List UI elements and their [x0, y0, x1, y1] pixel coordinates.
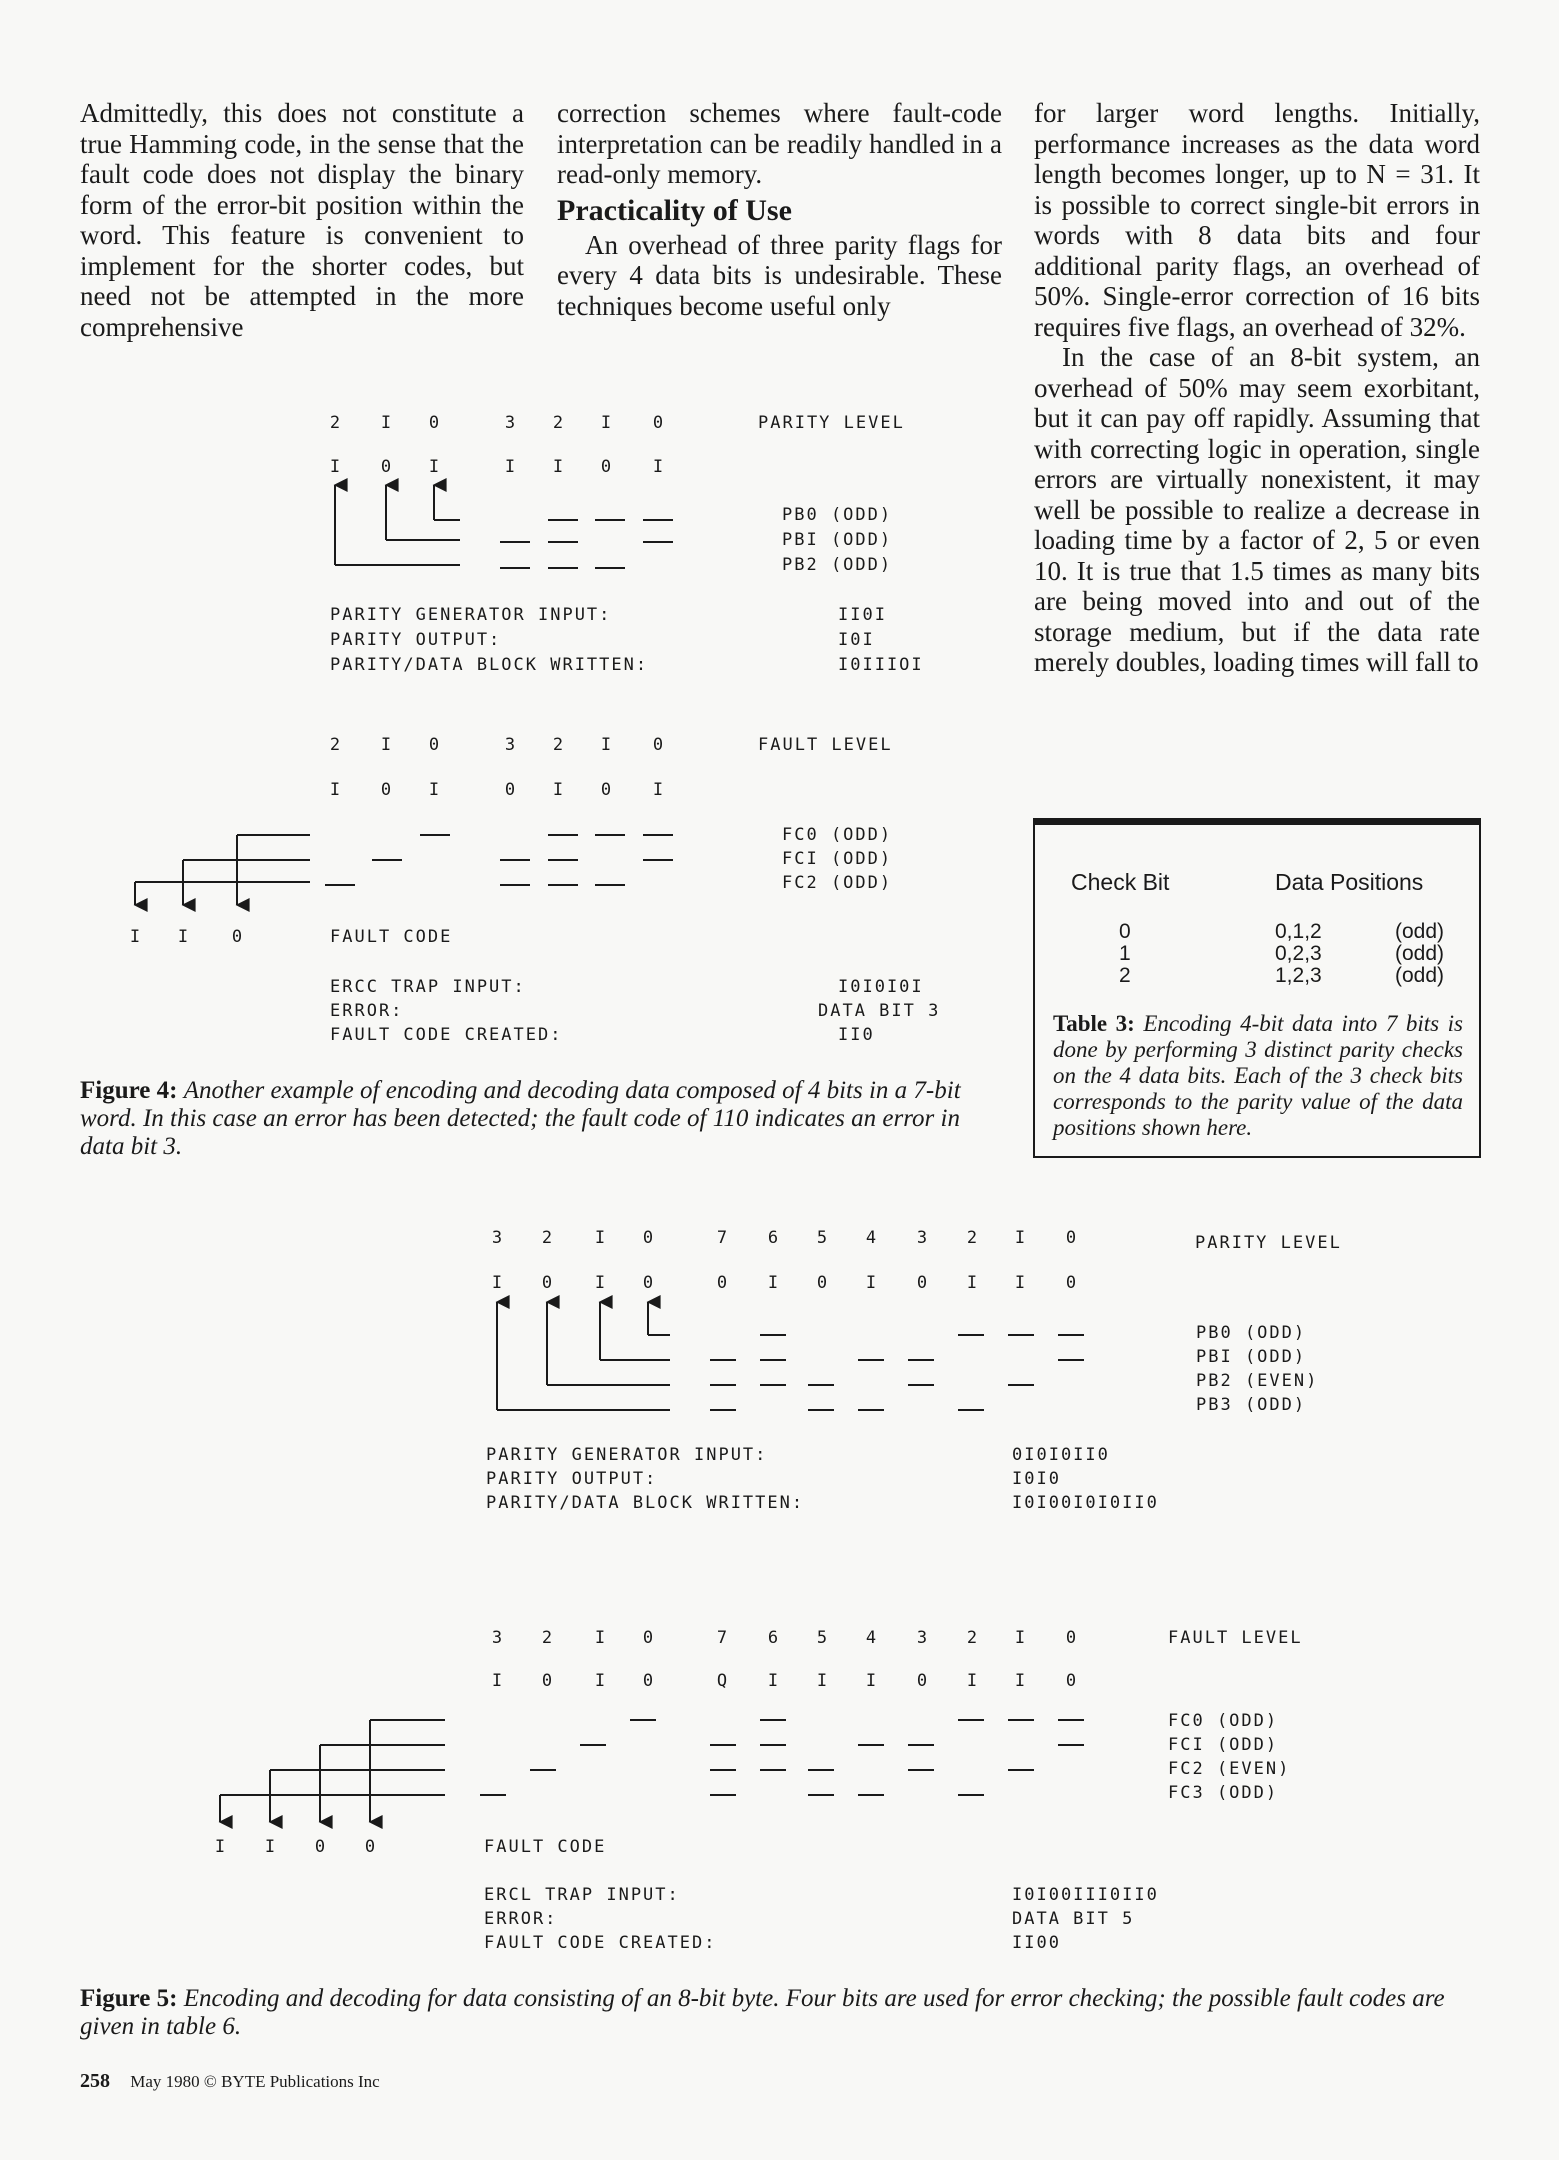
- fig5-gen-input-label: PARITY GENERATOR INPUT:: [486, 1445, 768, 1465]
- fig5-error-label: ERROR:: [484, 1909, 558, 1929]
- fig5-parity-index: 0: [1065, 1228, 1077, 1248]
- fig4-parity-level-label: PARITY LEVEL: [758, 413, 905, 433]
- figure-4-caption-text: Another example of encoding and decoding data composed of 4 bits in a 7-bit word. In this case an error has been detected; the fault code of 110 indicates an error in data bit 3.: [80, 1077, 961, 1160]
- table-header-check-bit: Check Bit: [1071, 869, 1170, 895]
- table-row-parity: (odd): [1395, 964, 1445, 987]
- fig5-parity-bit: I: [491, 1273, 503, 1293]
- fig5-parity-index: 3: [916, 1228, 928, 1248]
- fig4-fault-level-label: FAULT LEVEL: [758, 735, 893, 755]
- fig4-parity-index: I: [600, 413, 612, 433]
- table-row-parity: (odd): [1395, 942, 1445, 965]
- fig5-parity-bit: I: [767, 1273, 779, 1293]
- fig5-parity-bit: I: [966, 1273, 978, 1293]
- fig5-fault-code-label: FAULT CODE: [484, 1837, 607, 1857]
- fig5-fault-bit: 0: [1065, 1671, 1077, 1691]
- fig4-parity-index: 3: [504, 413, 516, 433]
- fig4-fault-bit: 0: [380, 780, 392, 800]
- fig5-fault-bit: I: [966, 1671, 978, 1691]
- fig5-fc-label: FCI (ODD): [1168, 1735, 1279, 1755]
- fig4-parity-index: 0: [428, 413, 440, 433]
- fig4-fault-index: 2: [329, 735, 341, 755]
- fig4-parity-index: I: [380, 413, 392, 433]
- fig5-fault-index: 6: [767, 1628, 779, 1648]
- fig5-fault-index: 4: [865, 1628, 877, 1648]
- fig5-parity-bit: 0: [816, 1273, 828, 1293]
- figure-5-diagram: [0, 1180, 1559, 2000]
- fig5-fault-index: 0: [642, 1628, 654, 1648]
- fig4-fault-index: 0: [428, 735, 440, 755]
- fig4-error-value: DATA BIT 3: [818, 1001, 941, 1021]
- figure-5-caption-title: Figure 5:: [80, 1985, 178, 2012]
- fig4-fault-index: I: [380, 735, 392, 755]
- column2-paragraph-1: correction schemes where fault-code interpretation can be readily handled in a read-only memory.: [557, 98, 1002, 189]
- fig4-fc-label: FC0 (ODD): [782, 825, 893, 845]
- page-number: 258: [80, 2070, 110, 2092]
- fig5-fault-bit: Q: [716, 1671, 728, 1691]
- fig5-fault-bit: I: [594, 1671, 606, 1691]
- fig4-parity-bit: 0: [380, 457, 392, 477]
- fig5-fault-index: I: [594, 1628, 606, 1648]
- table-row-parity: (odd): [1395, 920, 1445, 943]
- fig5-parity-index: I: [594, 1228, 606, 1248]
- fig5-fault-index: 5: [816, 1628, 828, 1648]
- fig5-fault-index: 3: [491, 1628, 503, 1648]
- column2-paragraph-2: An overhead of three parity flags for every 4 data bits is undesirable. These techniques become useful only: [557, 229, 1002, 321]
- fig5-par-output-value: I0I0: [1012, 1469, 1061, 1489]
- fig5-fault-code-bit: I: [214, 1837, 226, 1857]
- fig4-par-output-label: PARITY OUTPUT:: [330, 630, 502, 650]
- column1-text: Admittedly, this does not constitute a true Hamming code, in the sense that the fault code does not display the binary form of the error-bit position within the word. This feature is convenient to implement for the shorter codes, but need not be attempted in the more comprehensive: [80, 98, 524, 342]
- footer-credit: May 1980 © BYTE Publications Inc: [130, 2072, 380, 2091]
- fig5-pb-label: PB0 (ODD): [1196, 1323, 1307, 1343]
- fig5-fault-bit: I: [1014, 1671, 1026, 1691]
- fig4-parity-bit: I: [428, 457, 440, 477]
- fig4-fault-code-label: FAULT CODE: [330, 927, 453, 947]
- fig5-fault-index: I: [1014, 1628, 1026, 1648]
- fig5-fault-code-bit: I: [264, 1837, 276, 1857]
- fig4-par-output-value: I0I: [838, 630, 875, 650]
- fig4-fault-code-bit: I: [177, 927, 189, 947]
- figure-5-caption-text: Encoding and decoding for data consisting of an 8-bit byte. Four bits are used for error checking; the possible fault codes are given in table 6.: [80, 1985, 1445, 2040]
- fig4-fault-code-bit: I: [129, 927, 141, 947]
- fig4-error-label: ERROR:: [330, 1001, 404, 1021]
- fig4-parity-bit: I: [652, 457, 664, 477]
- table-3: [1033, 818, 1481, 1158]
- fig4-fc-label: FCI (ODD): [782, 849, 893, 869]
- fig5-pb-label: PB2 (EVEN): [1196, 1371, 1319, 1391]
- fig5-fault-code-bit: 0: [364, 1837, 376, 1857]
- fig5-trap-input-label: ERCL TRAP INPUT:: [484, 1885, 680, 1905]
- fig4-block-written-value: I0IIIOI: [838, 655, 924, 675]
- fig5-parity-bit: 0: [1065, 1273, 1077, 1293]
- fig5-trap-input-value: I0I00III0II0: [1012, 1885, 1159, 1905]
- fig5-parity-index: 3: [491, 1228, 503, 1248]
- fig5-parity-index: 0: [642, 1228, 654, 1248]
- fig5-gen-input-value: 0I0I0II0: [1012, 1445, 1110, 1465]
- fig4-fault-index: I: [600, 735, 612, 755]
- fig5-fault-level-label: FAULT LEVEL: [1168, 1628, 1303, 1648]
- fig5-parity-bit: 0: [916, 1273, 928, 1293]
- fig5-fault-index: 7: [716, 1628, 728, 1648]
- fig4-gen-input-label: PARITY GENERATOR INPUT:: [330, 605, 612, 625]
- fig5-fault-bit: I: [816, 1671, 828, 1691]
- table-row-bit: 2: [1119, 964, 1131, 987]
- fig5-fault-bit: I: [767, 1671, 779, 1691]
- column3-paragraph-1: for larger word lengths. Initially, performance increases as the data word length becomes longer, up to N = 31. It is possible to correct single-bit errors in words with 8 data bits and four additional parity flags, an overhead of 50%. Single-error correction of 16 bits requires five flags, an overhead of 32%.: [1034, 98, 1480, 342]
- fig5-fault-bit: 0: [916, 1671, 928, 1691]
- fig4-created-label: FAULT CODE CREATED:: [330, 1025, 563, 1045]
- fig5-fc-label: FC3 (ODD): [1168, 1783, 1279, 1803]
- fig4-fault-bit: 0: [504, 780, 516, 800]
- fig4-parity-bit: I: [552, 457, 564, 477]
- fig5-parity-bit: I: [594, 1273, 606, 1293]
- table-row-positions: 0,2,3: [1275, 942, 1322, 965]
- column3-paragraph-2: In the case of an 8-bit system, an overhead of 50% may seem exorbitant, but it can pay off rapidly. Assuming that with correcting logic in operation, single errors are virtually nonexistent, it may well be possible to realize a decrease in loading time by a factor of 2, 5 or even 10. It is true that 1.5 times as many bits are being moved into and out of the storage medium, but if the data rate merely doubles, loading times will fall to: [1034, 342, 1480, 677]
- table-3-caption: [1053, 1011, 1463, 1141]
- fig4-trap-input-label: ERCC TRAP INPUT:: [330, 977, 526, 997]
- fig4-fault-bit: 0: [600, 780, 612, 800]
- fig5-parity-index: 5: [816, 1228, 828, 1248]
- fig5-parity-index: 2: [966, 1228, 978, 1248]
- fig5-parity-index: 4: [865, 1228, 877, 1248]
- fig5-parity-index: 6: [767, 1228, 779, 1248]
- table-row-positions: 0,1,2: [1275, 920, 1322, 943]
- fig4-block-written-label: PARITY/DATA BLOCK WRITTEN:: [330, 655, 649, 675]
- fig4-created-value: II0: [838, 1025, 875, 1045]
- fig4-fault-bit: I: [552, 780, 564, 800]
- figure-4-caption: [80, 1077, 993, 1161]
- fig5-par-output-label: PARITY OUTPUT:: [486, 1469, 658, 1489]
- fig5-fault-index: 0: [1065, 1628, 1077, 1648]
- fig5-created-label: FAULT CODE CREATED:: [484, 1933, 717, 1953]
- fig5-fault-index: 3: [916, 1628, 928, 1648]
- table-row-bit: 1: [1119, 942, 1131, 965]
- figure-4-caption-title: Figure 4:: [80, 1077, 178, 1104]
- fig5-error-value: DATA BIT 5: [1012, 1909, 1135, 1929]
- fig5-parity-bit: I: [1014, 1273, 1026, 1293]
- table-3-caption-text: Encoding 4-bit data into 7 bits is done by performing 3 distinct parity checks on the 4 data bits. Each of the 3 check bits corresponds to the parity value of the data positions shown here.: [1053, 1011, 1463, 1140]
- section-heading: Practicality of Use: [557, 193, 792, 227]
- fig5-fault-bit: I: [865, 1671, 877, 1691]
- page-footer: [80, 2070, 380, 2093]
- fig5-parity-bit: I: [865, 1273, 877, 1293]
- fig4-parity-bit: I: [504, 457, 516, 477]
- fig4-parity-index: 2: [329, 413, 341, 433]
- fig4-parity-index: 2: [552, 413, 564, 433]
- fig5-fault-index: 2: [966, 1628, 978, 1648]
- fig5-fault-bit: I: [491, 1671, 503, 1691]
- fig5-parity-level-label: PARITY LEVEL: [1195, 1233, 1342, 1253]
- fig4-fc-label: FC2 (ODD): [782, 873, 893, 893]
- fig4-parity-index: 0: [652, 413, 664, 433]
- fig5-created-value: II00: [1012, 1933, 1061, 1953]
- fig4-fault-index: 3: [504, 735, 516, 755]
- fig5-block-written-value: I0I00I0I0II0: [1012, 1493, 1159, 1513]
- fig4-fault-bit: I: [329, 780, 341, 800]
- fig5-parity-index: 2: [541, 1228, 553, 1248]
- fig5-parity-index: 7: [716, 1228, 728, 1248]
- fig4-gen-input-value: II0I: [838, 605, 887, 625]
- fig4-pb-label: PBI (ODD): [782, 530, 893, 550]
- fig4-fault-code-bit: 0: [231, 927, 243, 947]
- fig5-fault-code-bit: 0: [314, 1837, 326, 1857]
- fig5-fault-bit: 0: [642, 1671, 654, 1691]
- fig5-parity-bit: 0: [716, 1273, 728, 1293]
- fig4-parity-bit: I: [329, 457, 341, 477]
- fig5-fault-bit: 0: [541, 1671, 553, 1691]
- table-row-positions: 1,2,3: [1275, 964, 1322, 987]
- table-header-data-positions: Data Positions: [1275, 869, 1424, 895]
- fig5-fc-label: FC2 (EVEN): [1168, 1759, 1291, 1779]
- fig5-parity-bit: 0: [541, 1273, 553, 1293]
- fig4-parity-bit: 0: [600, 457, 612, 477]
- fig4-fault-bit: I: [428, 780, 440, 800]
- fig5-pb-label: PB3 (ODD): [1196, 1395, 1307, 1415]
- fig4-pb-label: PB2 (ODD): [782, 555, 893, 575]
- fig4-pb-label: PB0 (ODD): [782, 505, 893, 525]
- table-row-bit: 0: [1119, 920, 1131, 943]
- fig5-parity-bit: 0: [642, 1273, 654, 1293]
- table-3-caption-title: Table 3:: [1053, 1011, 1135, 1036]
- fig5-pb-label: PBI (ODD): [1196, 1347, 1307, 1367]
- figure-5-caption: [80, 1985, 1480, 2041]
- fig4-trap-input-value: I0I0I0I: [838, 977, 924, 997]
- fig5-fc-label: FC0 (ODD): [1168, 1711, 1279, 1731]
- fig5-parity-index: I: [1014, 1228, 1026, 1248]
- fig4-fault-index: 2: [552, 735, 564, 755]
- fig5-block-written-label: PARITY/DATA BLOCK WRITTEN:: [486, 1493, 805, 1513]
- fig4-fault-bit: I: [652, 780, 664, 800]
- fig5-fault-index: 2: [541, 1628, 553, 1648]
- fig4-fault-index: 0: [652, 735, 664, 755]
